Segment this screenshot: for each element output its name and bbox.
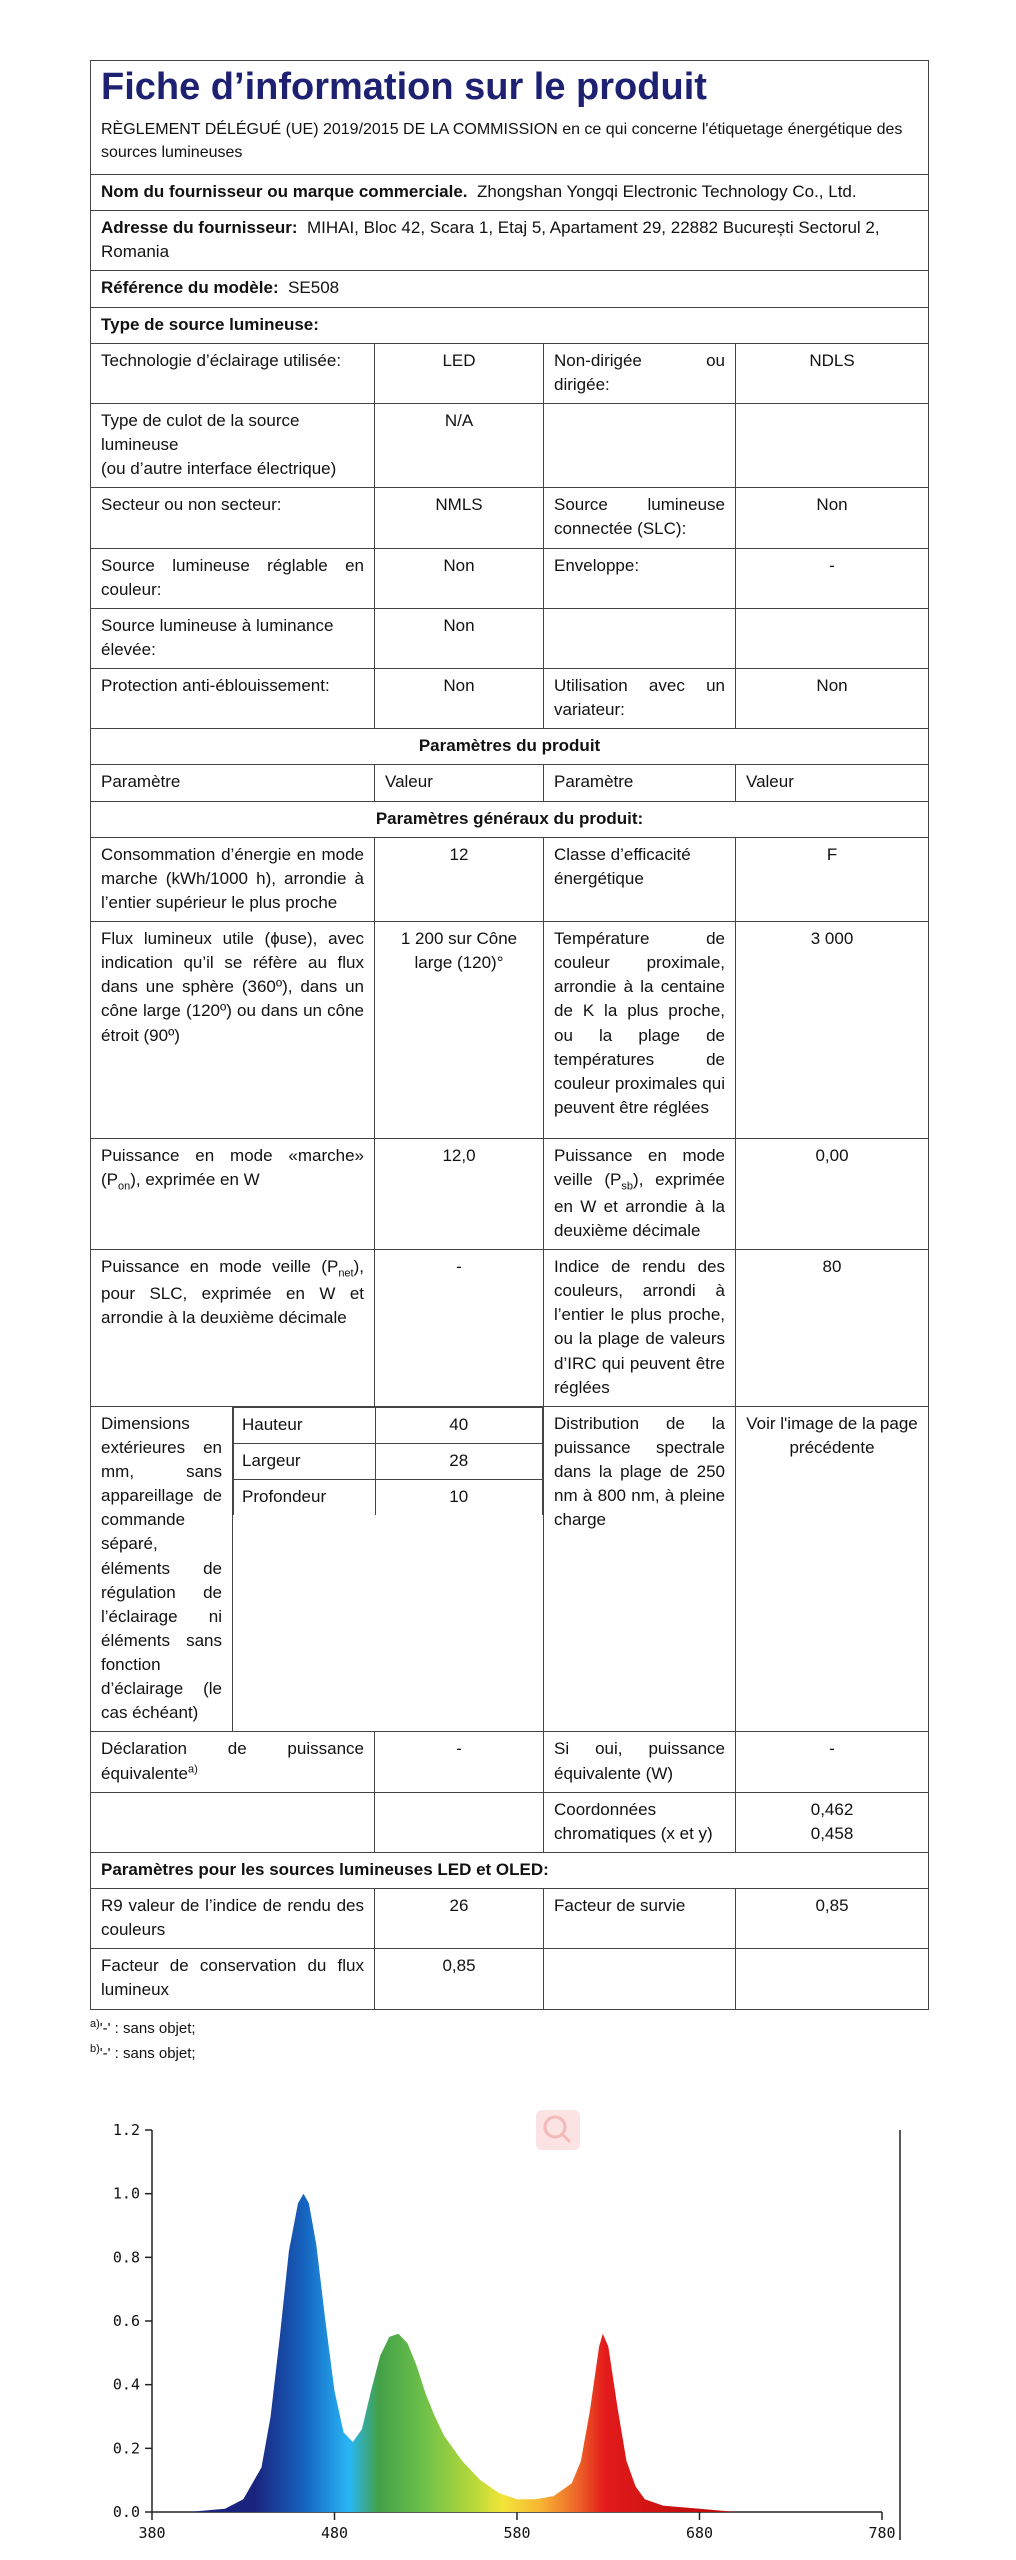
led-params-heading: Paramètres pour les sources lumineuses LED et OLED: [91, 1852, 929, 1888]
width-label: Largeur [234, 1443, 376, 1479]
cap-type-cell [91, 403, 375, 487]
y-tick-label: 0.4 [112, 2375, 140, 2394]
y-tick-label: 0.6 [112, 2312, 140, 2330]
empty-cell [736, 403, 929, 487]
y-tick-label: 0.8 [112, 2248, 140, 2267]
table-row [91, 922, 929, 1139]
efficiency-class-label: Classe d’efficacité énergétique [544, 837, 736, 921]
colour-tuneable-label: Source lumineuse réglable en couleur: [91, 548, 375, 608]
table-row [91, 608, 929, 668]
chromaticity-value [736, 1792, 929, 1852]
table-row [91, 488, 929, 548]
anti-glare-value: Non [375, 669, 544, 729]
connected-source-label: Source lumineuse connectée (SLC): [544, 488, 736, 548]
table-row [91, 837, 929, 921]
standby-power-value: 0,00 [736, 1138, 929, 1249]
envelope-label: Enveloppe: [544, 548, 736, 608]
lighting-technology-value: LED [375, 343, 544, 403]
source-type-heading: Type de source lumineuse: [91, 307, 929, 343]
depth-value: 10 [375, 1480, 542, 1516]
footnote-b: $^{b)}$'-' : sans objet; [90, 2042, 196, 2062]
width-value: 28 [375, 1443, 542, 1479]
regulation-subtitle: RÈGLEMENT DÉLÉGUÉ (UE) 2019/2015 DE LA COMMISSION en ce qui concerne l'étiquetage énergétique des sources lumineuses [101, 120, 903, 161]
useful-flux-value: 1 200 sur Cône large (120)° [375, 922, 544, 1139]
footnotes [90, 2016, 928, 2066]
supplier-address-value: MIHAI, Bloc 42, Scara 1, Etaj 5, Apartament 29, 22882 București Sectorul 2, Romania [101, 218, 880, 262]
cri-value: 80 [736, 1250, 929, 1407]
supplier-address-row [91, 211, 929, 271]
dimmable-label: Utilisation avec un variateur: [544, 669, 736, 729]
survival-factor-value: 0,85 [736, 1889, 929, 1949]
y-tick-label: 0.0 [112, 2503, 140, 2521]
y-tick-label: 1.0 [112, 2184, 140, 2203]
high-luminance-value: Non [375, 608, 544, 668]
cct-value: 3 000 [736, 922, 929, 1139]
x-tick-label: 480 [320, 2524, 349, 2542]
energy-consumption-value: 12 [375, 837, 544, 921]
dimensions-label: Dimensions extérieures en mm, sans appareillage de commande séparé, éléments de régulation de l’éclairage ni éléments sans fonction d’éclairage (le cas échéant) [91, 1406, 233, 1732]
column-header-param: Paramètre [91, 765, 375, 801]
empty-cell [91, 1792, 375, 1852]
table-row [91, 548, 929, 608]
lumen-maintenance-value: 0,85 [375, 1949, 544, 2009]
x-tick-label: 780 [868, 2524, 896, 2542]
table-row [91, 403, 929, 487]
supplier-name-value: Zhongshan Yongqi Electronic Technology Co., Ltd. [476, 182, 857, 202]
empty-cell [375, 1792, 544, 1852]
supplier-name-label: Nom du fournisseur ou marque commerciale. [101, 182, 468, 202]
table-row [91, 1792, 929, 1852]
table-row [91, 1250, 929, 1407]
cri-label: Indice de rendu des couleurs, arrondi à l’entier le plus proche, ou la plage de valeurs d’IRC qui peuvent être réglées [544, 1250, 736, 1407]
chart-marks [152, 2194, 882, 2512]
empty-cell [544, 1949, 736, 2009]
lighting-technology-label: Technologie d’éclairage utilisée: [91, 343, 375, 403]
table-row [91, 1889, 929, 1949]
useful-flux-label: Flux lumineux utile (ɸuse), avec indication qu’il se réfère au flux dans une sphère (360º), dans un cône large (120º) ou dans un cône étroit (90º) [91, 922, 375, 1139]
empty-cell [544, 608, 736, 668]
zoom-icon[interactable] [536, 2110, 580, 2150]
directional-label: Non-dirigée ou dirigée: [544, 343, 736, 403]
supplier-address-label: Adresse du fournisseur: [101, 218, 298, 238]
dimensions-table [233, 1407, 543, 1515]
page-title: Fiche d’information sur le produit [101, 66, 707, 108]
chromaticity-x: 0,462 [810, 1799, 854, 1819]
spectral-distribution-label: Distribution de la puissance spectrale dans la plage de 250 nm à 800 nm, à pleine charge [544, 1406, 736, 1732]
table-row [91, 669, 929, 729]
y-tick-label: 1.2 [112, 2121, 140, 2139]
networked-standby-value: - [375, 1250, 544, 1407]
product-params-heading: Paramètres du produit [91, 729, 929, 765]
anti-glare-label: Protection anti-éblouissement: [91, 669, 375, 729]
cap-type-label-note: (ou d’autre interface électrique) [101, 459, 337, 479]
equivalent-power-value: - [375, 1732, 544, 1792]
standby-power-label: Puissance en mode veille $(P_{sb})$, exprimée en W et arrondie à la deuxième décimale [544, 1138, 736, 1249]
column-header-value: Valeur [375, 765, 544, 801]
dimensions-cell [233, 1406, 544, 1732]
envelope-value: - [736, 548, 929, 608]
spectral-distribution-value: Voir l'image de la page précédente [736, 1406, 929, 1732]
spectrum-area-series-0 [152, 2194, 882, 2512]
spectral-distribution-chart [70, 2100, 950, 2560]
model-reference-value: SE508 [288, 278, 340, 298]
x-tick-label: 680 [685, 2524, 714, 2542]
equivalent-watt-value: - [736, 1732, 929, 1792]
cct-label: Température de couleur proximale, arrondie à la centaine de K la plus proche, ou la plage de températures de couleur proximales qui peuvent être réglées [544, 922, 736, 1139]
r9-value: 26 [375, 1889, 544, 1949]
x-tick-label: 380 [138, 2524, 166, 2542]
cap-type-label: Type de culot de la source lumineuse [101, 410, 300, 455]
dimmable-value: Non [736, 669, 929, 729]
connected-source-value: Non [736, 488, 929, 548]
height-label: Hauteur [234, 1407, 376, 1443]
equivalent-power-label: Déclaration de puissance équivalente$^{a)}$ [91, 1732, 375, 1792]
height-value: 40 [375, 1407, 542, 1443]
model-reference-row [91, 271, 929, 307]
column-header-value-2: Valeur [736, 765, 929, 801]
cap-type-value: N/A [375, 403, 544, 487]
footnote-a: $^{a)}$'-' : sans objet; [90, 2017, 196, 2037]
table-row [91, 1138, 929, 1249]
product-info-table [90, 60, 929, 2010]
mains-label: Secteur ou non secteur: [91, 488, 375, 548]
y-tick-label: 0.2 [112, 2439, 140, 2458]
efficiency-class-value: F [736, 837, 929, 921]
high-luminance-label: Source lumineuse à luminance élevée: [91, 608, 375, 668]
table-row [91, 1949, 929, 2009]
survival-factor-label: Facteur de survie [544, 1889, 736, 1949]
chart-axes [113, 2121, 900, 2542]
empty-cell [544, 403, 736, 487]
general-params-heading: Paramètres généraux du produit: [91, 801, 929, 837]
table-row [91, 343, 929, 403]
on-mode-power-label: Puissance en mode «marche» $(P_{on})$, exprimée en W [91, 1138, 375, 1249]
equivalent-watt-label: Si oui, puissance équivalente (W) [544, 1732, 736, 1792]
on-mode-power-value: 12,0 [375, 1138, 544, 1249]
directional-value: NDLS [736, 343, 929, 403]
x-tick-label: 580 [503, 2524, 531, 2542]
colour-tuneable-value: Non [375, 548, 544, 608]
product-information-sheet [90, 60, 928, 2066]
table-row [91, 1406, 929, 1732]
depth-label: Profondeur [234, 1480, 376, 1516]
r9-label: R9 valeur de l’indice de rendu des couleurs [91, 1889, 375, 1949]
lumen-maintenance-label: Facteur de conservation du flux lumineux [91, 1949, 375, 2009]
mains-value: NMLS [375, 488, 544, 548]
empty-cell [736, 608, 929, 668]
table-row [91, 1732, 929, 1792]
empty-cell [736, 1949, 929, 2009]
table-header-row [91, 765, 929, 801]
model-reference-label: Référence du modèle: [101, 278, 279, 298]
column-header-param-2: Paramètre [544, 765, 736, 801]
chromaticity-label: Coordonnées chromatiques (x et y) [544, 1792, 736, 1852]
chromaticity-y: 0,458 [810, 1823, 854, 1843]
networked-standby-label: Puissance en mode veille $(P_{net})$, pour SLC, exprimée en W et arrondie à la deuxième décimale [91, 1250, 375, 1407]
supplier-name-row [91, 175, 929, 211]
energy-consumption-label: Consommation d’énergie en mode marche (kWh/1000 h), arrondie à l’entier supérieur le plus proche [91, 837, 375, 921]
